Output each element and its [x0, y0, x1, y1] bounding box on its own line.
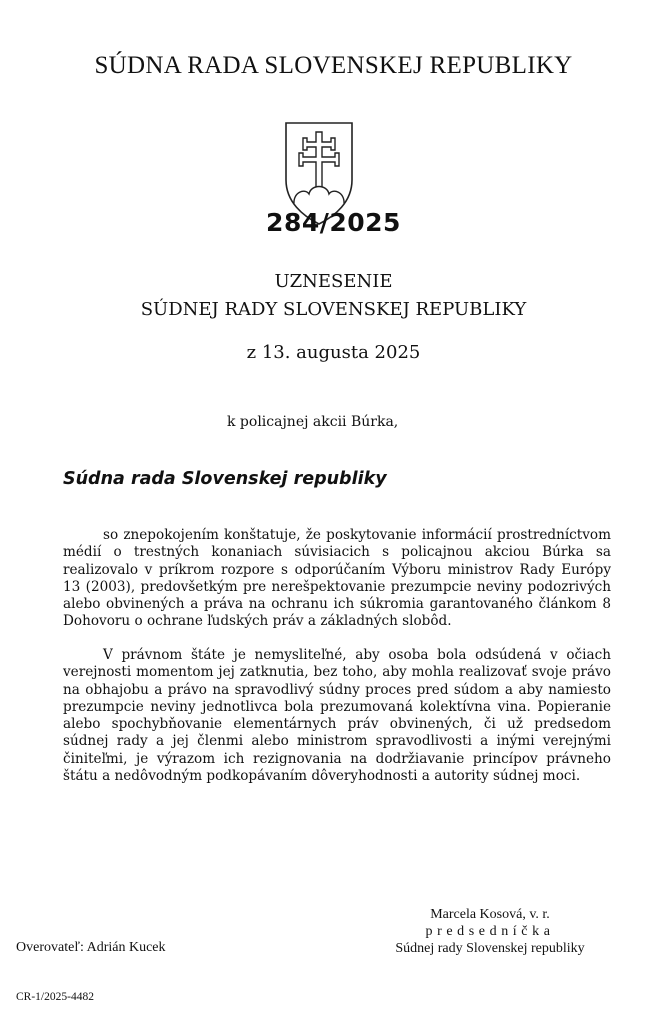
- signatory-name: Marcela Kosová, v. r.: [430, 907, 550, 922]
- resolution-title: [0, 268, 667, 324]
- resolution-number: 284/2025: [266, 208, 401, 237]
- organization-title: SÚDNA RADA SLOVENSKEJ REPUBLIKY: [94, 52, 573, 79]
- paragraph-1: so znepokojením konštatuje, že poskytovanie informácií prostredníctvom médií o trestných konaniach súvisiacich s policajnou akciou Búrka sa realizovalo v príkrom rozpore s odporúčaním Výboru ministrov Rady Európy 13 (2003), predovšetkým pre nerešpektovanie prezumpcie neviny podozrivých alebo obvinených a práva na ochranu ich súkromia garantovaného článkom 8 Dohovoru o ochrane ľudských práv a základných slobôd.: [63, 527, 611, 630]
- paragraph-2: V právnom štáte je nemysliteľné, aby osoba bola odsúdená v očiach verejnosti momentom jej zatknutia, bez toho, aby mohla realizovať svoje právo na obhajobu a právo na spravodlivý súdny proces pred súdom a aby namiesto prezumpcie neviny jednotlivca bola prezumovaná kolektívna vina. Popieranie alebo spochybňovanie elementárnych práv obvinených, či už predsedom súdnej rady a jej členmi alebo ministrom spravodlivosti a inými verejnými činiteľmi, je výrazom ich rezignovania na dodržiavanie princípov právneho štátu a nedôvodným podkopávaním dôveryhodnosti a autority súdnej moci.: [63, 647, 611, 785]
- resolution-title-line1: UZNESENIE: [274, 271, 393, 292]
- reference-number: CR-1/2025-4482: [16, 991, 94, 1003]
- verifier: Overovateľ: Adrián Kucek: [16, 940, 166, 955]
- resolution-date: z 13. augusta 2025: [246, 342, 421, 363]
- signatory-role: predsedníčka: [425, 924, 555, 939]
- resolution-subject: k policajnej akcii Búrka,: [227, 414, 399, 430]
- signatory-institution: Súdnej rady Slovenskej republiky: [395, 941, 585, 956]
- signature-block: [370, 906, 610, 957]
- body-heading: Súdna rada Slovenskej republiky: [63, 469, 387, 489]
- resolution-title-line2: SÚDNEJ RADY SLOVENSKEJ REPUBLIKY: [140, 299, 527, 320]
